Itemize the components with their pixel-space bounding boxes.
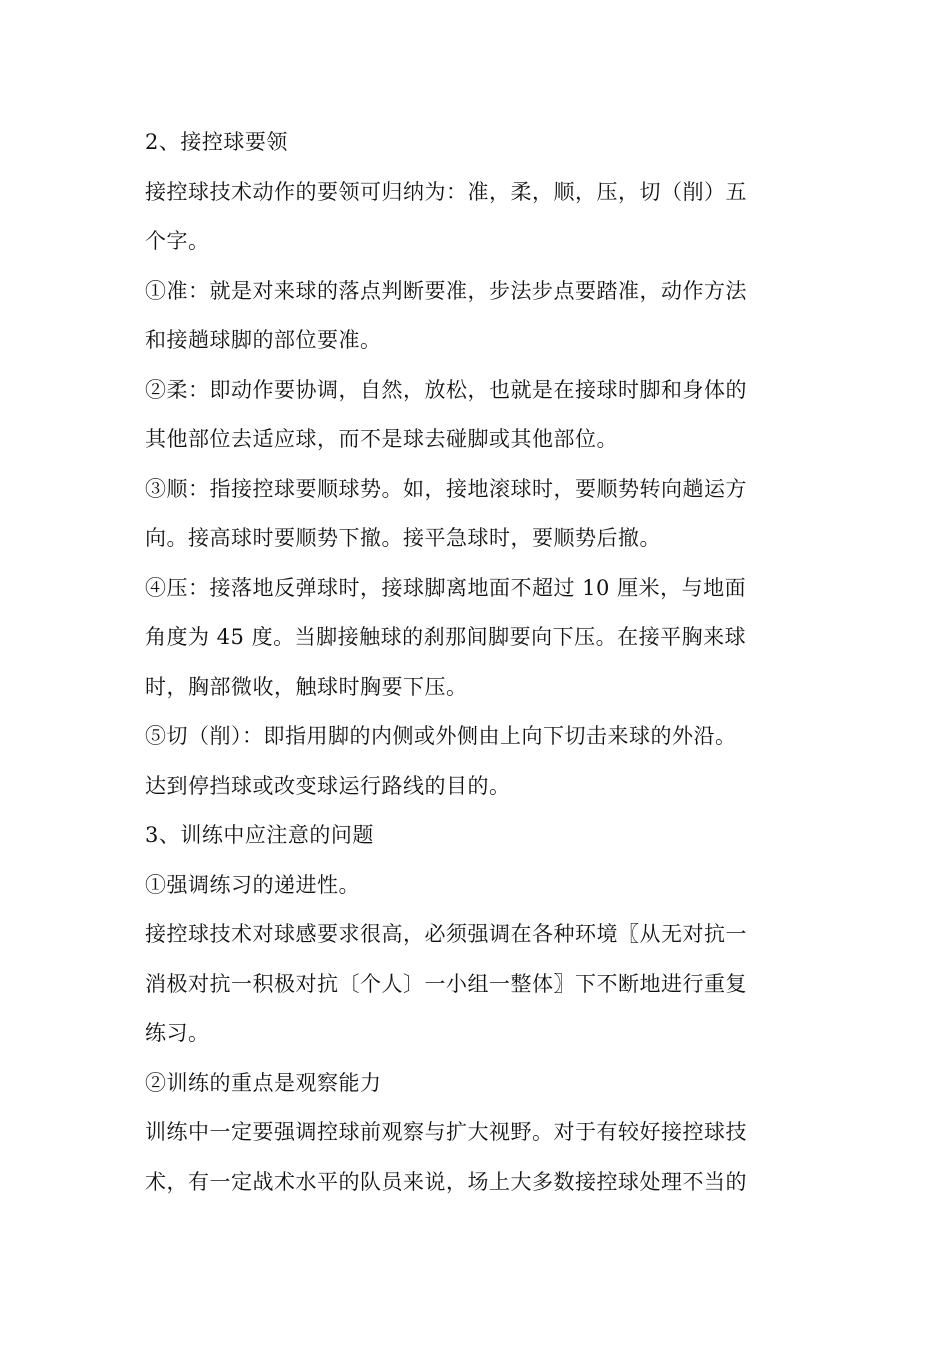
paragraph-line: 术，有一定战术水平的队员来说，场上大多数接控球处理不当的 [145, 1169, 747, 1194]
paragraph-line: 训练中一定要强调控球前观察与扩大视野。对于有较好接控球技 [145, 1120, 747, 1144]
paragraph-line: 个字。 [145, 229, 210, 253]
paragraph-line: 练习。 [145, 1021, 210, 1045]
paragraph-line: ①准：就是对来球的落点判断要准，步法步点要踏准，动作方法 [145, 278, 747, 303]
document-body [145, 118, 785, 1207]
paragraph-line: 达到停挡球或改变球运行路线的目的。 [145, 773, 511, 798]
subheading-progression: ①强调练习的递进性。 [145, 872, 360, 897]
paragraph-line: ②柔：即动作要协调，自然，放松，也就是在接球时脚和身体的 [145, 377, 747, 402]
paragraph-line: 消极对抗一积极对抗〔个人〕一小组一整体〗下不断地进行重复 [145, 971, 747, 996]
paragraph-line: ⑤切（削）：即指用脚的内侧或外侧由上向下切击来球的外沿。 [145, 724, 737, 748]
paragraph-line: 接控球技术对球感要求很高，必须强调在各种环境〖从无对抗一 [145, 922, 747, 946]
paragraph-line: 时，胸部微收，触球时胸要下压。 [145, 674, 468, 699]
paragraph-line: ④压：接落地反弹球时，接球脚离地面不超过 10 厘米，与地面 [145, 575, 747, 600]
paragraph-line: 和接趟球脚的部位要准。 [145, 328, 382, 352]
paragraph-line: 向。接高球时要顺势下撤。接平急球时，要顺势后撤。 [145, 526, 661, 550]
subheading-observation: ②训练的重点是观察能力 [145, 1070, 382, 1095]
paragraph-line: 接控球技术动作的要领可归纳为：准，柔，顺，压，切（削）五 [145, 179, 747, 204]
section-heading-ball-control-essentials: 2、接控球要领 [145, 130, 288, 154]
paragraph-line: ③顺：指接控球要顺球势。如，接地滚球时，要顺势转向趟运方 [145, 476, 747, 501]
paragraph-line: 其他部位去适应球，而不是球去碰脚或其他部位。 [145, 427, 618, 451]
section-heading-training-notes: 3、训练中应注意的问题 [145, 823, 374, 847]
paragraph-line: 角度为 45 度。当脚接触球的刹那间脚要向下压。在接平胸来球 [145, 625, 747, 649]
